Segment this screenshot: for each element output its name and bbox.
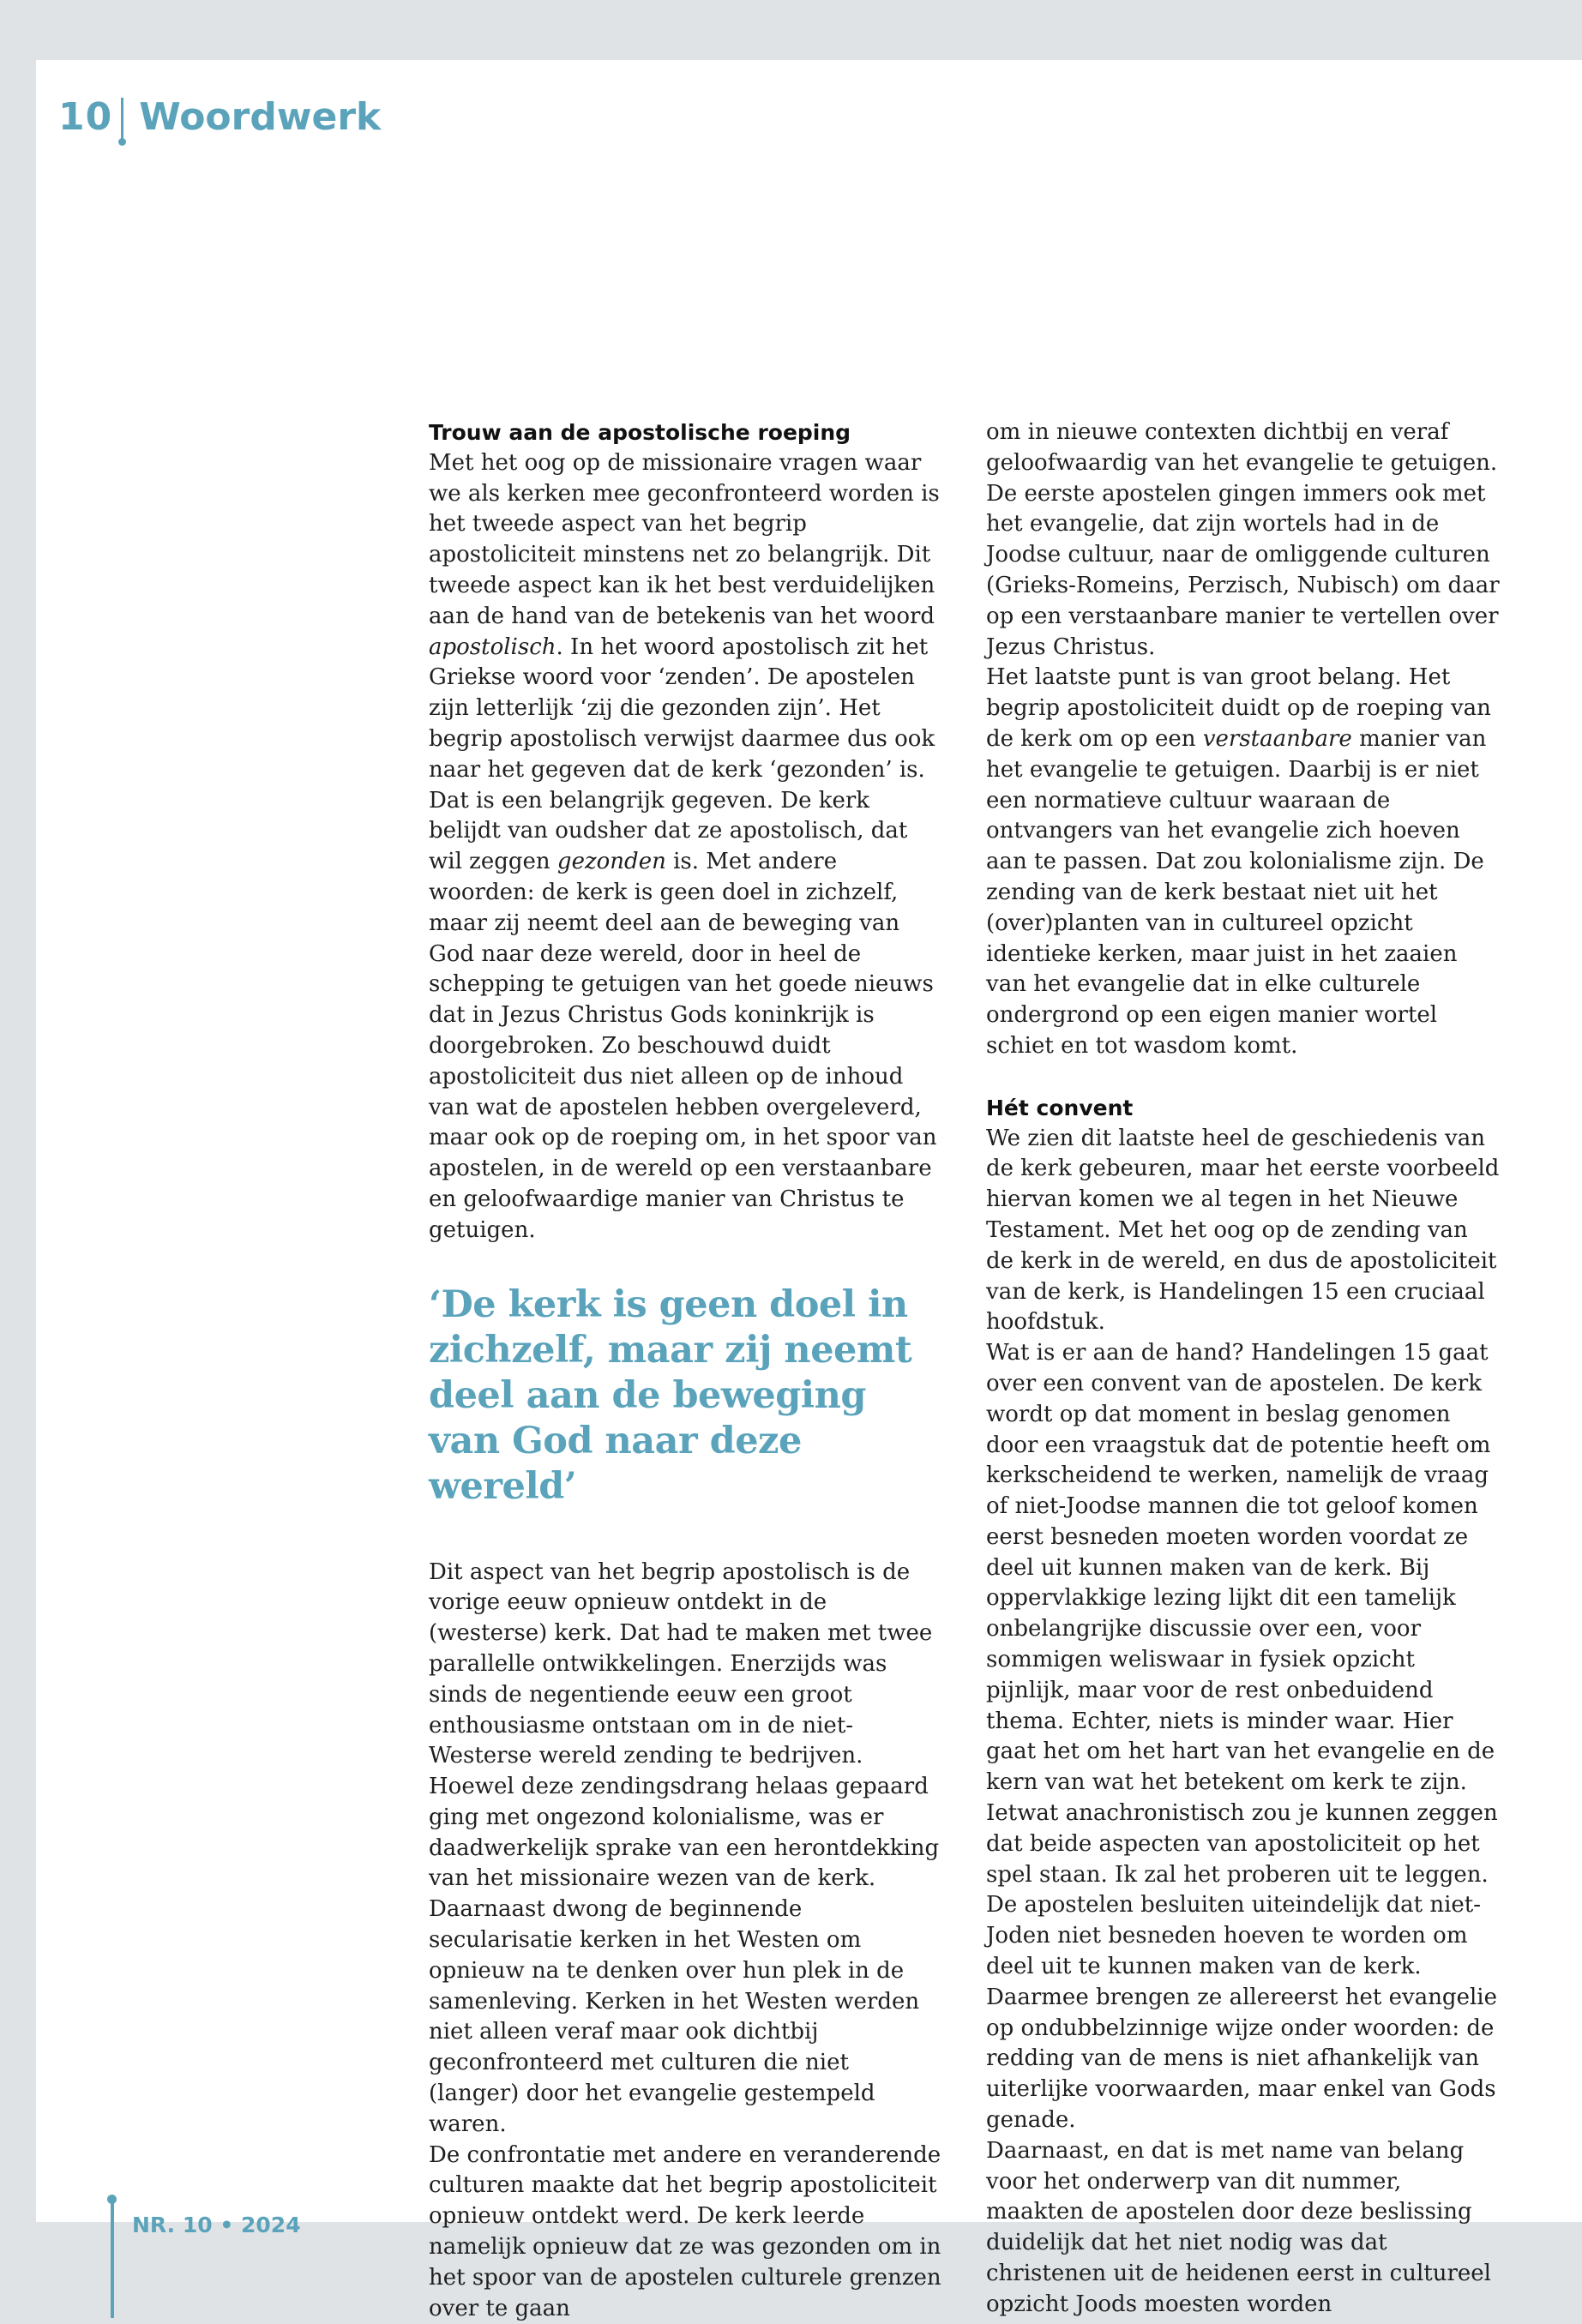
paragraph: om in nieuwe contexten dichtbij en veraf geloofwaardig van het evangelie te getuigen. De eerste apostelen gingen immers ook met het evangelie, dat zijn wortels had in de Joodse cultuur, naar de omliggende culturen (Grieks-Romeins, Perzisch, Nubisch) om daar op een verstaanbare manier te vertellen over Jezus Christus. <box>986 419 1500 660</box>
paragraph: Dit aspect van het begrip apostolisch is de vorige eeuw opnieuw ontdekt in de (westerse) kerk. Dat had te maken met twee parallelle ontwikkelingen. Enerzijds was sinds de negentiende eeuw een groot enthousiasme ontstaan om in de niet-Westerse wereld zending te bedrijven. Hoewel deze zendingsdrang helaas gepaard ging met ongezond kolonialisme, was er daadwerkelijk sprake van een herontdekking van het missionaire wezen van de kerk. Daarnaast dwong de beginnende secularisatie kerken in het Westen om opnieuw na te denken over hun plek in de samenleving. Kerken in het Westen werden niet alleen veraf maar ook dichtbij geconfronteerd met culturen die niet (langer) door het evangelie gestempeld waren. <box>429 1558 940 2137</box>
section-title: Woordwerk <box>139 94 382 139</box>
pull-quote: ‘De kerk is geen doel in zichzelf, maar zij neemt deel aan de beweging van God naar deze wereld’ <box>429 1282 912 1508</box>
page-number: 10 <box>58 94 113 139</box>
emphasis: gezonden <box>556 849 666 875</box>
right-column <box>986 417 1501 2321</box>
page <box>36 60 1582 2321</box>
page-header <box>58 94 381 139</box>
footer-rule <box>111 2198 114 2318</box>
section-heading-apostolic-calling: Trouw aan de apostolische roeping <box>429 420 851 445</box>
paragraph: Daarnaast, en dat is met name van belang voor het onderwerp van dit nummer, maakten de apostelen door deze beslissing duidelijk dat het niet nodig was dat christenen uit de heidenen eerst in cultureel opzicht Joods moesten worden <box>986 2137 1491 2317</box>
paragraph: We zien dit laatste heel de geschiedenis van de kerk gebeuren, maar het eerste voorbeeld hiervan komen we al tegen in het Nieuwe Testament. Met het oog op de zending van de kerk in de wereld, en dus de apostoliciteit van de kerk, is Handelingen 15 een cruciaal hoofdstuk. <box>986 1125 1500 1336</box>
paragraph: Met het oog op de missionaire vragen waar we als kerken mee geconfronteerd worden is het tweede aspect van het begrip apostoliciteit minstens net zo belangrijk. Dit tweede aspect kan ik het best verduidelijken aan de hand van de betekenis van het woord apostolisch. In het woord apostolisch zit het Griekse woord voor ‘zenden’. De apostelen zijn letterlijk ‘zij die gezonden zijn’. Het begrip apostolisch verwijst daarmee dus ook naar het gegeven dat de kerk ‘gezonden’ is. <box>429 449 940 783</box>
left-column <box>429 417 943 2324</box>
paragraph: Wat is er aan de hand? Handelingen 15 gaat over een convent van de apostelen. De kerk wordt op dat moment in beslag genomen door een vraagstuk dat de potentie heeft om kerkscheidend te werken, namelijk de vraag of niet-Joodse mannen die tot geloof komen eerst besneden moeten worden voordat ze deel uit kunnen maken van de kerk. Bij oppervlakkige lezing lijkt dit een tamelijk onbelangrijke discussie over een, voor sommigen weliswaar in fysiek opzicht pijnlijk, maar voor de rest onbeduidend thema. Echter, niets is minder waar. Hier gaat het om het hart van het evangelie en de kern van wat het betekent om kerk te zijn. Ietwat anachronistisch zou je kunnen zeggen dat beide aspecten van apostoliciteit op het spel staan. Ik zal het proberen uit te leggen. <box>986 1340 1498 1888</box>
paragraph: De apostelen besluiten uiteindelijk dat niet-Joden niet besneden hoeven te worden om deel uit te kunnen maken van de kerk. Daarmee brengen ze allereerst het evangelie op ondubbelzinnige wijze onder woorden: de redding van de mens is niet afhankelijk van uiterlijke voorwaarden, maar enkel van Gods genade. <box>986 1892 1497 2134</box>
issue-label: NR. 10 • 2024 <box>132 2213 301 2237</box>
paragraph: De confrontatie met andere en veranderende culturen maakte dat het begrip apostoliciteit opnieuw ontdekt werd. De kerk leerde namelijk opnieuw dat ze was gezonden om in het spoor van de apostelen culturele grenzen over te gaan <box>429 2141 941 2321</box>
section-heading-convent: Hét convent <box>986 1095 1134 1120</box>
paragraph: Het laatste punt is van groot belang. Het begrip apostoliciteit duidt op de roeping van de kerk om op een verstaanbare manier van het evangelie te getuigen. Daarbij is er niet een normatieve cultuur waaraan de ontvangers van het evangelie zich hoeven aan te passen. Dat zou kolonialisme zijn. De zending van de kerk bestaat niet uit het (over)planten van in cultureel opzicht identieke kerken, maar juist in het zaaien van het evangelie dat in elke culturele ondergrond op een eigen manier wortel schiet en tot wasdom komt. <box>986 664 1491 1059</box>
header-divider <box>121 98 123 142</box>
emphasis: verstaanbare <box>1202 725 1352 752</box>
emphasis: apostolisch <box>429 634 556 660</box>
paragraph: Dat is een belangrijk gegeven. De kerk belijdt van oudsher dat ze apostolisch, dat wil zeggen gezonden is. Met andere woorden: de kerk is geen doel in zichzelf, maar zij neemt deel aan de beweging van God naar deze wereld, door in heel de schepping te getuigen van het goede nieuws dat in Jezus Christus Gods koninkrijk is doorgebroken. Zo beschouwd duidt apostoliciteit dus niet alleen op de inhoud van wat de apostelen hebben overgeleverd, maar ook op de roeping om, in het spoor van apostelen, in de wereld op een verstaanbare en geloofwaardige manier van Christus te getuigen. <box>429 787 937 1243</box>
